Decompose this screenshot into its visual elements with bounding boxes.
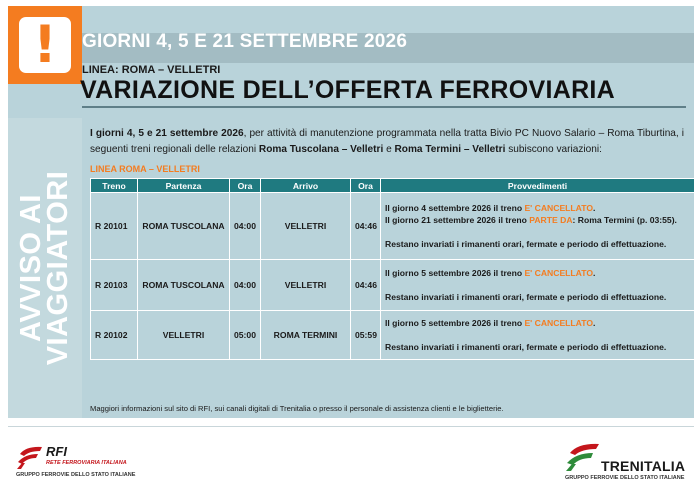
cell-provvedimenti: [381, 311, 695, 360]
dates-title: GIORNI 4, 5 E 21 SETTEMBRE 2026: [82, 31, 408, 52]
provvedimento-note: Restano invariati i rimanenti orari, fermate e periodo di effettuazione.: [385, 342, 667, 352]
rfi-subtitle: RETE FERROVIARIA ITALIANA: [46, 460, 127, 466]
cell-arrivo: VELLETRI: [261, 260, 351, 311]
cell-arrivo: VELLETRI: [261, 193, 351, 260]
provvedimento-text: Il giorno 5 settembre 2026 il treno: [385, 318, 525, 328]
provvedimento-status: E' CANCELLATO: [524, 268, 594, 278]
provvedimento-line: [385, 317, 690, 329]
header-arrivo: Arrivo: [261, 179, 351, 193]
cell-ora-arrivo: 04:46: [351, 193, 381, 260]
provvedimento-text: Il giorno 4 settembre 2026 il treno: [385, 203, 525, 213]
intro-end: subiscono variazioni:: [505, 144, 602, 155]
cell-partenza: ROMA TUSCOLANA: [138, 193, 230, 260]
table-row: [91, 311, 695, 360]
trenitalia-logo: [565, 440, 686, 481]
provvedimento-note: Restano invariati i rimanenti orari, fermate e periodo di effettuazione.: [385, 239, 667, 249]
trenitalia-group: GRUPPO FERROVIE DELLO STATO ITALIANE: [565, 475, 685, 481]
cell-provvedimenti: [381, 260, 695, 311]
cell-arrivo: ROMA TERMINI: [261, 311, 351, 360]
header-ora-partenza: Ora: [230, 179, 261, 193]
cell-ora-partenza: 04:00: [230, 260, 261, 311]
header-partenza: Partenza: [138, 179, 230, 193]
rfi-name: RFI: [46, 444, 67, 459]
provvedimento-text: .: [593, 203, 596, 213]
provvedimento-text: .: [593, 268, 596, 278]
cell-ora-partenza: 05:00: [230, 311, 261, 360]
cell-partenza: ROMA TUSCOLANA: [138, 260, 230, 311]
cell-treno: R 20103: [91, 260, 138, 311]
warning-badge: [8, 6, 82, 84]
provvedimento-line: [385, 202, 690, 214]
provvedimento-note: Restano invariati i rimanenti orari, fermate e periodo di effettuazione.: [385, 292, 667, 302]
fs-logo-icon: [16, 442, 44, 470]
cell-ora-partenza: 04:00: [230, 193, 261, 260]
cell-ora-arrivo: 05:59: [351, 311, 381, 360]
trenitalia-name: TRENITALIA: [601, 458, 686, 474]
header-provvedimenti: Provvedimenti: [381, 179, 695, 193]
fs-logo-icon: [565, 440, 601, 472]
intro-and: e: [383, 144, 395, 155]
intro-relation-1: Roma Tuscolana – Velletri: [258, 144, 384, 155]
cell-ora-arrivo: 04:46: [351, 260, 381, 311]
table-row: [91, 260, 695, 311]
timetable: [90, 178, 695, 360]
provvedimento-line: [385, 214, 690, 226]
provvedimento-text: Il giorno 5 settembre 2026 il treno: [385, 268, 525, 278]
cell-provvedimenti: [381, 193, 695, 260]
intro-dates: I giorni 4, 5 e 21 settembre 2026: [90, 128, 244, 139]
provvedimento-status: E' CANCELLATO: [524, 203, 594, 213]
vertical-title-line1: AVVISO AI: [15, 194, 47, 342]
page-title: VARIAZIONE DELL’OFFERTA FERROVIARIA: [80, 76, 616, 104]
provvedimento-status: E' CANCELLATO: [524, 318, 594, 328]
intro-paragraph: [90, 126, 684, 158]
provvedimento-text: .: [593, 318, 596, 328]
cell-partenza: VELLETRI: [138, 311, 230, 360]
cell-treno: R 20102: [91, 311, 138, 360]
provvedimento-status: PARTE DA: [529, 215, 573, 225]
provvedimento-line: [385, 267, 690, 279]
provvedimento-text: : Roma Termini (p. 03:55).: [572, 215, 677, 225]
line-label-header: LINEA: ROMA – VELLETRI: [82, 64, 221, 76]
rfi-group: GRUPPO FERROVIE DELLO STATO ITALIANE: [16, 472, 136, 478]
provvedimento-text: Il giorno 21 settembre 2026 il treno: [385, 215, 530, 225]
footer-note: Maggiori informazioni sul sito di RFI, sui canali digitali di Trenitalia o presso il personale di assistenza clienti e le biglietterie.: [90, 404, 504, 413]
header-treno: Treno: [91, 179, 138, 193]
table-header-row: [91, 179, 695, 193]
exclamation-icon: !: [19, 17, 71, 73]
rfi-logo: [16, 442, 136, 478]
intro-text: , per attività di manutenzione programmata nella tratta Bivio PC Nuovo Salario – Roma Tiburtina, i seguenti treni regionali delle relazioni: [90, 128, 684, 155]
title-divider: [82, 106, 686, 108]
footer-divider: [8, 426, 694, 427]
header-ora-arrivo: Ora: [351, 179, 381, 193]
cell-treno: R 20101: [91, 193, 138, 260]
intro-relation-2: Roma Termini – Velletri: [394, 144, 506, 155]
table-row: [91, 193, 695, 260]
vertical-title: [15, 170, 74, 366]
vertical-title-line2: VIAGGIATORI: [42, 170, 74, 366]
table-line-label: LINEA ROMA – VELLETRI: [90, 164, 200, 174]
